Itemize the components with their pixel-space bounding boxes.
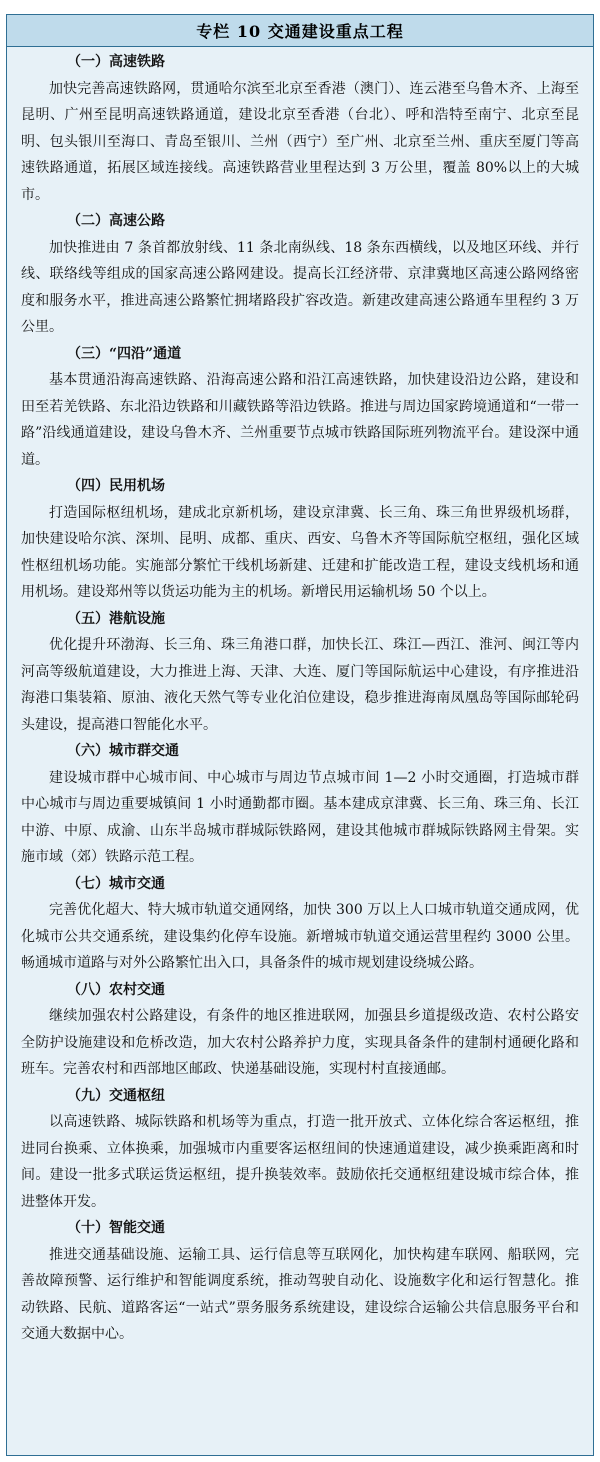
section-heading-transport-hubs: （九）交通枢纽 — [67, 1087, 165, 1104]
section-body-urban-transport: 完善优化超大、特大城市轨道交通网络，加快 300 万以上人口城市轨道交通成网，优化城市公共交通系统，建设集约化停车设施。新增城市轨道交通运营里程约 3000 公里。畅通城市道路与对外公路繁忙出入口，具备条件的城市规划建设绕城公路。 — [21, 902, 579, 971]
section-body-transport-hubs: 以高速铁路、城际铁路和机场等为重点，打造一批开放式、立体化综合客运枢纽，推进同台换乘、立体换乘，加强城市内重要客运枢纽间的快速通道建设，减少换乘距离和时间。建设一批多式联运货运枢纽，提升换装效率。鼓励依托交通枢纽建设城市综合体，推进整体开发。 — [21, 1114, 579, 1210]
section-body-city-cluster-transport: 建设城市群中心城市间、中心城市与周边节点城市间 1—2 小时交通圈，打造城市群中心城市与周边重要城镇间 1 小时通勤都市圈。基本建成京津冀、长三角、珠三角、长江中游、中原、成渝、山东半岛城市群城际铁路网，建设其他城市群城际铁路网主骨架。实施市域（郊）铁路示范工程。 — [21, 769, 579, 865]
section-body-high-speed-rail: 加快完善高速铁路网，贯通哈尔滨至北京至香港（澳门）、连云港至乌鲁木齐、上海至昆明、广州至昆明高速铁路通道，建设北京至香港（台北）、呼和浩特至南宁、北京至昆明、包头银川至海口、青岛至银川、兰州（西宁）至广州、北京至兰州、重庆至厦门等高速铁路通道，拓展区域连接线。高速铁路营业里程达到 3 万公里，覆盖 80%以上的大城市。 — [21, 80, 579, 203]
section-heading-rural-transport: （八）农村交通 — [67, 981, 165, 998]
section-body-rural-transport: 继续加强农村公路建设，有条件的地区推进联网，加强县乡道提级改造、农村公路安全防护设施建设和危桥改造，加大农村公路养护力度，实现具备条件的建制村通硬化路和班车。完善农村和西部地区邮政、快递基础设施，实现村村直接通邮。 — [21, 1008, 579, 1077]
section-body-port-shipping: 优化提升环渤海、长三角、珠三角港口群，加快长江、珠江—西江、淮河、闽江等内河高等级航道建设，大力推进上海、天津、大连、厦门等国际航运中心建设，有序推进沿海港口集装箱、原油、液化天然气等专业化泊位建设，稳步推进海南凤凰岛等国际邮轮码头建设，提高港口智能化水平。 — [21, 637, 579, 733]
section-heading-civil-airports: （四）民用机场 — [67, 478, 165, 494]
section-heading-smart-transport: （十）智能交通 — [67, 1220, 165, 1236]
section-body-smart-transport: 推进交通基础设施、运输工具、运行信息等互联网化，加快构建车联网、船联网，完善故障预警、运行维护和智能调度系统，推动驾驶自动化、设施数字化和运行智慧化。推动铁路、民航、道路客运“一站式”票务服务系统建设，建设综合运输公共信息服务平台和交通大数据中心。 — [21, 1246, 579, 1342]
section-body-expressway: 加快推进由 7 条首都放射线、11 条北南纵线、18 条东西横线，以及地区环线、并行线、联络线等组成的国家高速公路网建设。提高长江经济带、京津冀地区高速公路网络密度和服务水平，推进高速公路繁忙拥堵路段扩容改造。新建改建高速公路通车里程约 3 万公里。 — [21, 239, 579, 335]
section-heading-expressway: （二）高速公路 — [67, 213, 165, 229]
section-body-civil-airports: 打造国际枢纽机场，建成北京新机场，建设京津冀、长三角、珠三角世界级机场群，加快建设哈尔滨、深圳、昆明、成都、重庆、西安、乌鲁木齐等国际航空枢纽，强化区域性枢纽机场功能。实施部分繁忙干线机场新建、迁建和扩能改造工程，建设支线机场和通用机场。建设郑州等以货运功能为主的机场。新增民用运输机场 50 个以上。 — [21, 504, 579, 600]
box-content — [7, 47, 593, 1348]
section-heading-port-shipping: （五）港航设施 — [67, 610, 165, 627]
section-body-four-along-corridors: 基本贯通沿海高速铁路、沿海高速公路和沿江高速铁路，加快建设沿边公路，建设和田至若羌铁路、东北沿边铁路和川藏铁路等沿边铁路。推进与周边国家跨境通道和“一带一路”沿线通道建设，建设乌鲁木齐、兰州重要节点城市铁路国际班列物流平台。建设深中通道。 — [21, 372, 579, 468]
feature-box — [6, 14, 594, 1456]
section-heading-high-speed-rail: （一）高速铁路 — [67, 54, 165, 70]
section-heading-urban-transport: （七）城市交通 — [67, 875, 165, 892]
box-title: 专栏 10 交通建设重点工程 — [7, 15, 593, 47]
section-heading-four-along-corridors: （三）“四沿”通道 — [67, 345, 182, 362]
section-heading-city-cluster-transport: （六）城市群交通 — [67, 743, 179, 759]
